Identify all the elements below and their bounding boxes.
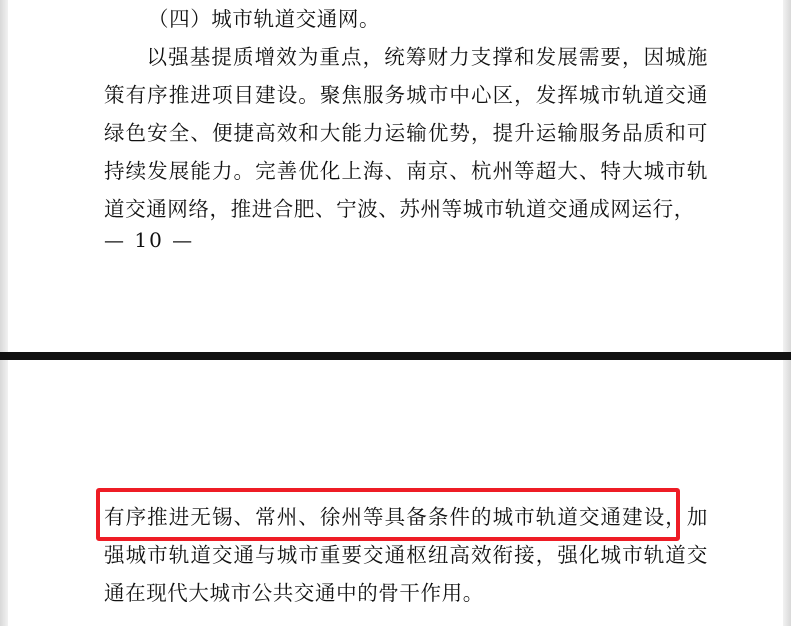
page-separator [0,352,791,360]
page-edge-left [0,0,8,626]
section-heading: （四）城市轨道交通网。 [148,7,381,31]
document-page-bottom [8,360,783,626]
document-page-top [8,0,783,352]
paragraph-bottom [104,498,708,612]
paragraph-top [104,38,708,228]
page-number: — 10 — [104,228,195,252]
page-edge-right [783,0,791,626]
paragraph-top-text: 以强基提质增效为重点，统筹财力支撑和发展需要，因城施策有序推进项目建设。聚焦服务城市中心区，发挥城市轨道交通绿色安全、便捷高效和大能力运输优势，提升运输服务品质和可持续发展能力。完善优化上海、南京、杭州等超大、特大城市轨道交通网络，推进合肥、宁波、苏州等城市轨道交通成网运行， [104,45,708,221]
paragraph-bottom-rest-text: 加强城市轨道交通与城市重要交通枢纽高效衔接，强化城市轨道交通在现代大城市公共交通中的骨干作用。 [104,505,708,605]
paragraph-bottom-highlighted-text: 有序推进无锡、常州、徐州等具备条件的城市轨道交通建设， [104,505,687,529]
